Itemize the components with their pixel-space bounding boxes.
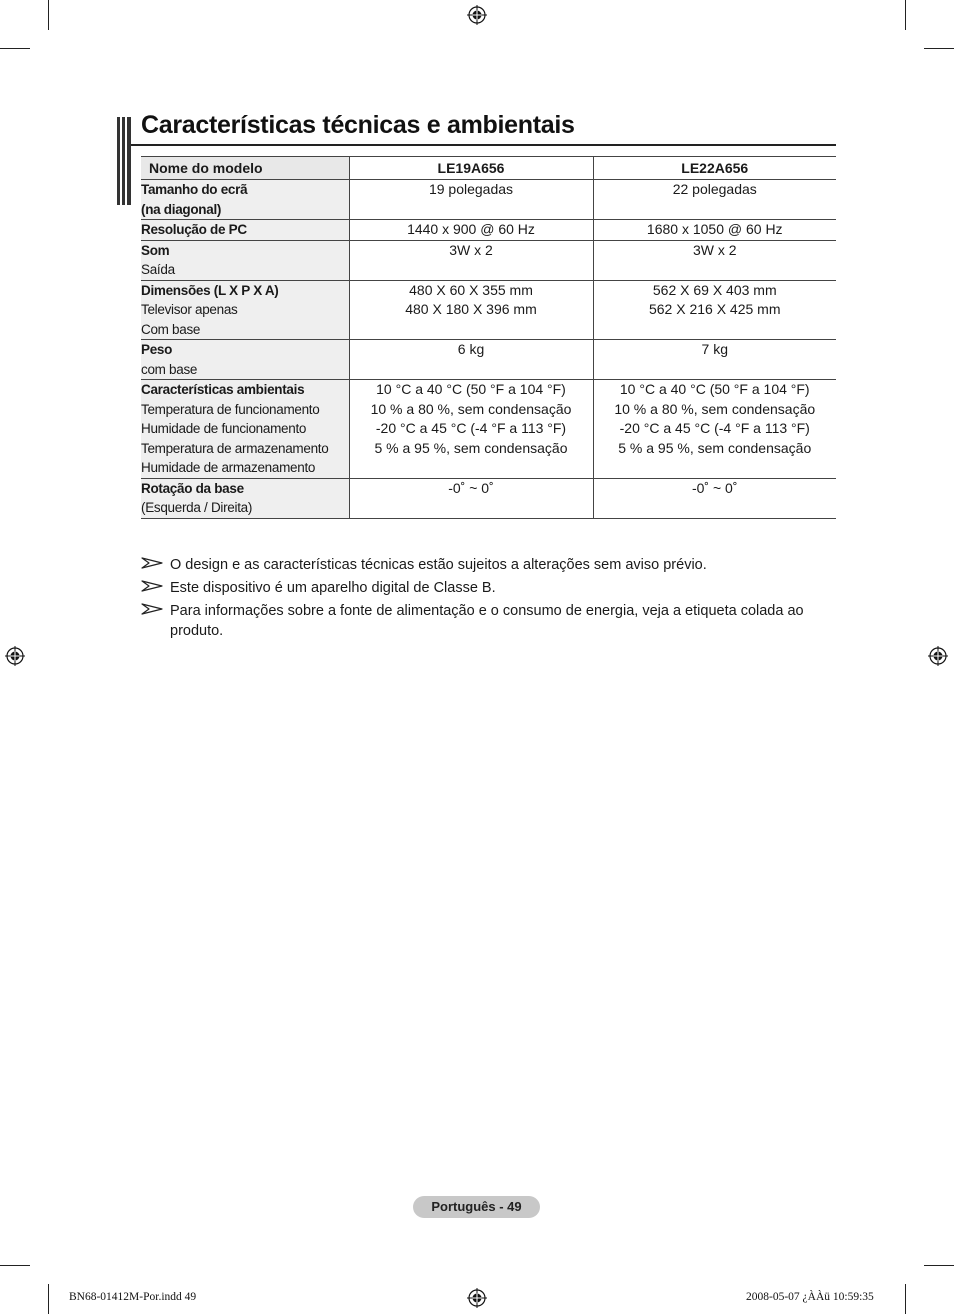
spec-value-cell: [593, 280, 836, 340]
notes-list: [141, 555, 831, 644]
spec-label-sub: (Esquerda / Direita): [141, 500, 253, 515]
spec-value: 1440 x 900 @ 60 Hz: [407, 221, 535, 237]
header-model-name: Nome do modelo: [141, 157, 349, 180]
note-item: [141, 555, 831, 575]
crop-mark: [0, 48, 30, 49]
spec-label-sub: Humidade de armazenamento: [141, 460, 316, 475]
table-row: [141, 280, 836, 340]
table-header-row: [141, 157, 836, 180]
spec-value-cell: [593, 478, 836, 518]
crop-mark: [924, 48, 954, 49]
spec-label-sub: Com base: [141, 321, 201, 337]
spec-table-body: [141, 180, 836, 519]
spec-value: 3W x 2: [449, 241, 493, 258]
spec-label-sub: com base: [141, 361, 198, 377]
spec-label-title: Peso: [141, 342, 173, 357]
table-row: [141, 380, 836, 479]
spec-value: 562 X 216 X 425 mm: [648, 301, 781, 317]
spec-value: 10 % a 80 %, sem condensação: [614, 400, 816, 417]
registration-mark-icon: [5, 646, 25, 666]
spec-label-cell: [141, 180, 349, 220]
slug-timestamp: 2008-05-07 ¿ÀÀü 10:59:35: [746, 1291, 874, 1303]
spec-value: 1680 x 1050 @ 60 Hz: [646, 221, 783, 237]
spec-value-cell: [593, 240, 836, 280]
spec-value-cell: [593, 180, 836, 220]
spec-label-cell: [141, 220, 349, 241]
note-item: [141, 601, 831, 641]
spec-table: [141, 156, 836, 519]
spec-value: 7 kg: [701, 341, 728, 357]
crop-mark: [0, 1265, 30, 1266]
spec-value: 6 kg: [457, 341, 485, 357]
spec-value: 10 °C a 40 °C (50 °F a 104 °F): [376, 381, 566, 397]
note-text: Para informações sobre a fonte de alimentação e o consumo de energia, veja a etiqueta colada ao produto.: [170, 603, 804, 639]
registration-mark-icon: [467, 1288, 487, 1308]
spec-value: 5 % a 95 %, sem condensação: [374, 439, 568, 456]
spec-value: 10 °C a 40 °C (50 °F a 104 °F): [619, 381, 810, 397]
spec-value: 480 X 180 X 396 mm: [405, 301, 537, 317]
crop-mark: [905, 0, 906, 30]
spec-label-title: Características ambientais: [141, 382, 305, 397]
spec-label-title: Som: [141, 242, 170, 258]
note-text: O design e as características técnicas estão sujeitos a alterações sem aviso prévio.: [170, 557, 707, 573]
spec-label-cell: [141, 478, 349, 518]
slug-file-info: BN68-01412M-Por.indd 49: [69, 1291, 197, 1303]
table-row: [141, 180, 836, 220]
header-model-le22a656: LE22A656: [593, 157, 836, 180]
title-decoration: [117, 117, 131, 205]
spec-value-cell: [349, 220, 593, 241]
crop-mark: [48, 1284, 49, 1314]
spec-value: -20 °C a 45 °C (-4 °F a 113 °F): [375, 420, 567, 436]
spec-value: 5 % a 95 %, sem condensação: [618, 439, 812, 456]
crop-mark: [924, 1265, 954, 1266]
spec-value-cell: [593, 340, 836, 380]
table-row: [141, 478, 836, 518]
crop-mark: [48, 0, 49, 30]
spec-label-sub: Televisor apenas: [141, 302, 238, 317]
crop-mark: [905, 1284, 906, 1314]
table-row: [141, 220, 836, 241]
spec-value: 10 % a 80 %, sem condensação: [370, 400, 572, 417]
spec-label-cell: [141, 380, 349, 479]
spec-value-cell: [349, 240, 593, 280]
spec-value-cell: [349, 478, 593, 518]
spec-value-cell: [349, 340, 593, 380]
spec-value: -0˚ ~ 0˚: [448, 479, 494, 496]
title-rule: [131, 144, 836, 146]
table-row: [141, 240, 836, 280]
spec-label-title: (na diagonal): [141, 201, 222, 217]
spec-value-cell: [593, 220, 836, 241]
spec-label-sub: Humidade de funcionamento: [141, 421, 307, 436]
spec-label-sub: Saída: [141, 262, 175, 277]
page-number-badge: Português - 49: [413, 1196, 540, 1218]
spec-value: -20 °C a 45 °C (-4 °F a 113 °F): [619, 420, 810, 436]
spec-value-cell: [349, 180, 593, 220]
spec-value-cell: [349, 380, 593, 479]
spec-value: 22 polegadas: [672, 181, 757, 197]
spec-label-title: Tamanho do ecrã: [141, 182, 248, 197]
spec-value: 19 polegadas: [428, 181, 514, 197]
spec-value: 3W x 2: [692, 241, 737, 258]
spec-value: -0˚ ~ 0˚: [691, 479, 738, 496]
registration-mark-icon: [928, 646, 948, 666]
spec-value: 480 X 60 X 355 mm: [409, 281, 533, 298]
spec-label-cell: [141, 340, 349, 380]
note-text: Este dispositivo é um aparelho digital de Classe B.: [170, 580, 496, 596]
page-title: Características técnicas e ambientais: [141, 111, 575, 139]
registration-mark-icon: [467, 5, 487, 25]
spec-value-cell: [593, 380, 836, 479]
spec-label-title: Rotação da base: [141, 480, 244, 496]
arrow-right-icon: [141, 557, 163, 569]
spec-label-cell: [141, 280, 349, 340]
spec-label-title: Dimensões (L X P X A): [141, 282, 279, 298]
spec-label-cell: [141, 240, 349, 280]
spec-label-title: Resolução de PC: [141, 222, 247, 237]
spec-label-sub: Temperatura de funcionamento: [141, 401, 320, 417]
table-row: [141, 340, 836, 380]
spec-value: 562 X 69 X 403 mm: [652, 281, 777, 298]
header-model-le19a656: LE19A656: [349, 157, 593, 180]
note-item: [141, 578, 831, 598]
spec-value-cell: [349, 280, 593, 340]
arrow-right-icon: [141, 603, 163, 615]
arrow-right-icon: [141, 580, 163, 592]
spec-label-sub: Temperatura de armazenamento: [141, 440, 329, 456]
